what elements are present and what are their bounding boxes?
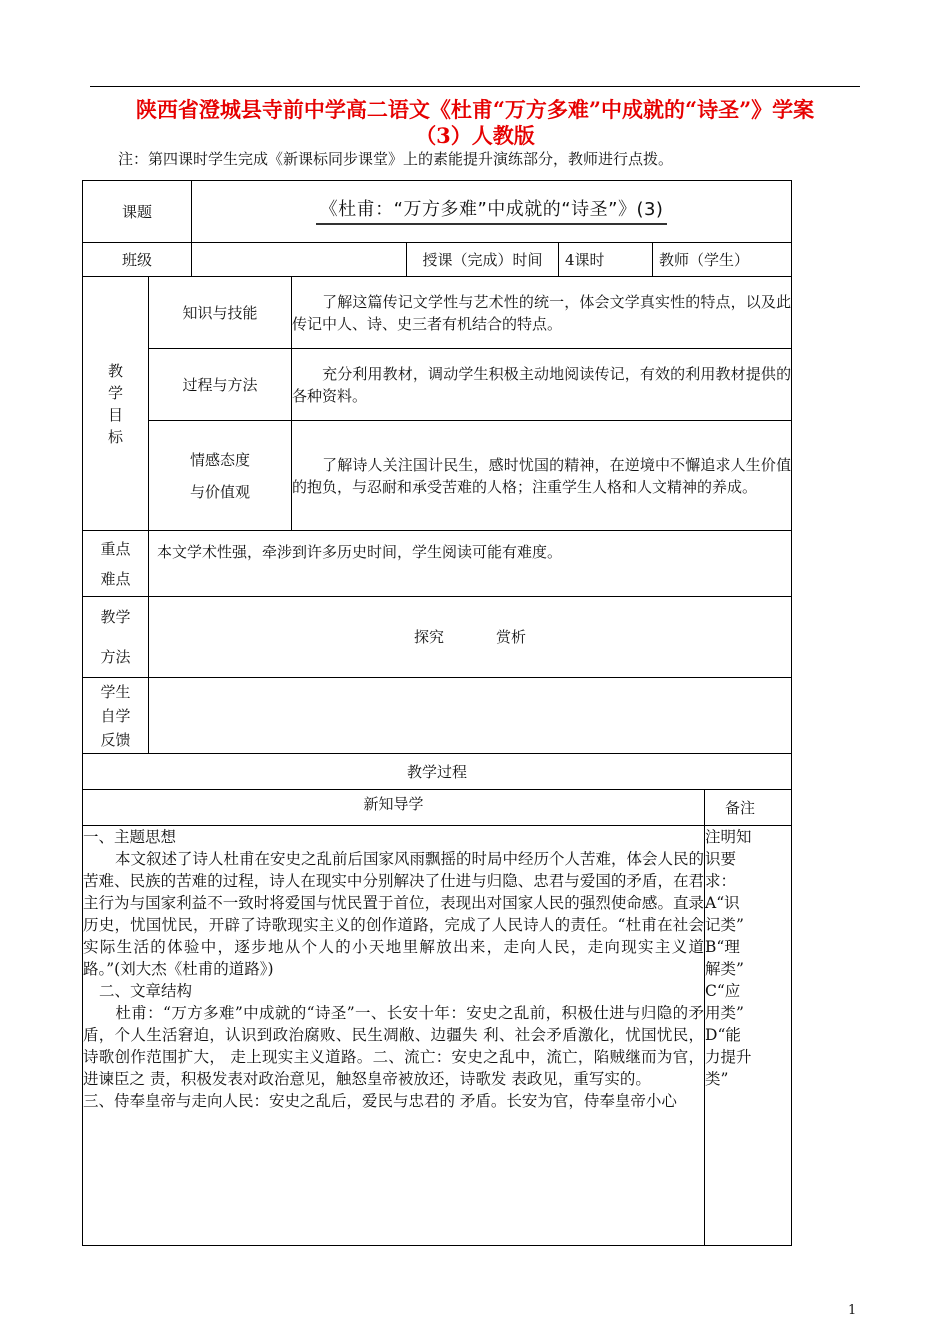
- doc-title-line2: （3）人教版: [415, 123, 535, 148]
- goal-emotion-label: 情感态度 与价值观: [149, 421, 292, 531]
- header-rule: [90, 86, 860, 87]
- content-heading-2: 二、文章结构: [99, 982, 193, 1000]
- remark-cell: 注明知 识要 求： A“识 记类” B“理 解类” C“应 用类” D“能 力提升 类”: [705, 826, 792, 1246]
- goal-process-text: 充分利用教材，调动学生积极主动地阅读传记，有效的利用教材提供的各种资料。: [292, 349, 792, 421]
- goal-emotion-text: 了解诗人关注国计民生，感时忧国的精神，在逆境中不懈追求人生价值的抱负，与忍耐和承受苦难的人格；注重学生人格和人文精神的养成。: [292, 421, 792, 531]
- goal-knowledge-text: 了解这篇传记文学性与艺术性的统一，体会文学真实性的特点，以及此传记中人、诗、史三者有机结合的特点。: [292, 277, 792, 349]
- teacher-label: 教师（学生）: [653, 243, 792, 277]
- content-paragraph-2: 杜甫：“万方多难”中成就的“诗圣”一、长安十年：安史之乱前，积极仕进与归隐的矛盾，个人生活窘迫，认识到政治腐败、民生凋敝、边疆失 利、社会矛盾激化，忧国忧民，诗歌创作范围扩大， 走上现实主义道路。二、流亡：安史之乱中，流亡，陷贼继而为官，进谏臣之 责，积极发表对政治意见，触怒皇帝被放还，诗歌发 表政见，重写实的。: [83, 1004, 705, 1088]
- method-text: 探究 赏析: [149, 597, 792, 678]
- goals-label: 教 学 目 标: [83, 277, 149, 531]
- content-paragraph-3: 三、侍奉皇帝与走向人民：安史之乱后，爱民与忠君的 矛盾。长安为官，侍奉皇帝小心: [83, 1092, 677, 1110]
- key-label: 重点 难点: [83, 531, 149, 597]
- feedback-label: 学生 自学 反馈: [83, 678, 149, 754]
- process-label: 教学过程: [83, 754, 792, 790]
- topic-cell: [192, 181, 792, 243]
- class-value: [192, 243, 407, 277]
- feedback-value: [149, 678, 792, 754]
- lesson-plan-table: [82, 180, 792, 1246]
- content-cell: [83, 826, 705, 1246]
- content-heading-1: 一、主题思想: [83, 828, 177, 846]
- new-label: 新知导学: [83, 790, 705, 826]
- class-label: 班级: [83, 243, 192, 277]
- topic-label: 课题: [83, 181, 192, 243]
- topic-banner: 《杜甫：“万方多难”中成就的“诗圣”》(3): [316, 199, 668, 225]
- time-label: 授课（完成）时间: [407, 243, 559, 277]
- method-label: 教学 方法: [83, 597, 149, 678]
- doc-title-line1: 陕西省澄城县寺前中学高二语文《杜甫“万方多难”中成就的“诗圣”》学案: [135, 97, 815, 122]
- doc-note: 注：第四课时学生完成《新课标同步课堂》上的素能提升演练部分，教师进行点拨。: [118, 150, 674, 168]
- goal-process-label: 过程与方法: [149, 349, 292, 421]
- content-paragraph-1: 本文叙述了诗人杜甫在安史之乱前后国家风雨飘摇的时局中经历个人苦难，体会人民的苦难、民族的苦难的过程，诗人在现实中分别解决了仕进与归隐、忠君与爱国的矛盾，在君主行为与国家利益不一致时将爱国与忧民置于首位，表现出对国家人民的强烈使命感。直录历史，忧国忧民，开辟了诗歌现实主义的创作道路，完成了人民诗人的责任。“杜甫在社会实际生活的体验中，逐步地从个人的小天地里解放出来，走向人民，走向现实主义道路。”(刘大杰《杜甫的道路》): [83, 850, 705, 978]
- key-text: 本文学术性强，牵涉到许多历史时间，学生阅读可能有难度。: [149, 531, 792, 597]
- goal-knowledge-label: 知识与技能: [149, 277, 292, 349]
- page-number: 1: [848, 1303, 857, 1318]
- remark-label: 备注: [705, 790, 792, 826]
- time-value: 4课时: [559, 243, 653, 277]
